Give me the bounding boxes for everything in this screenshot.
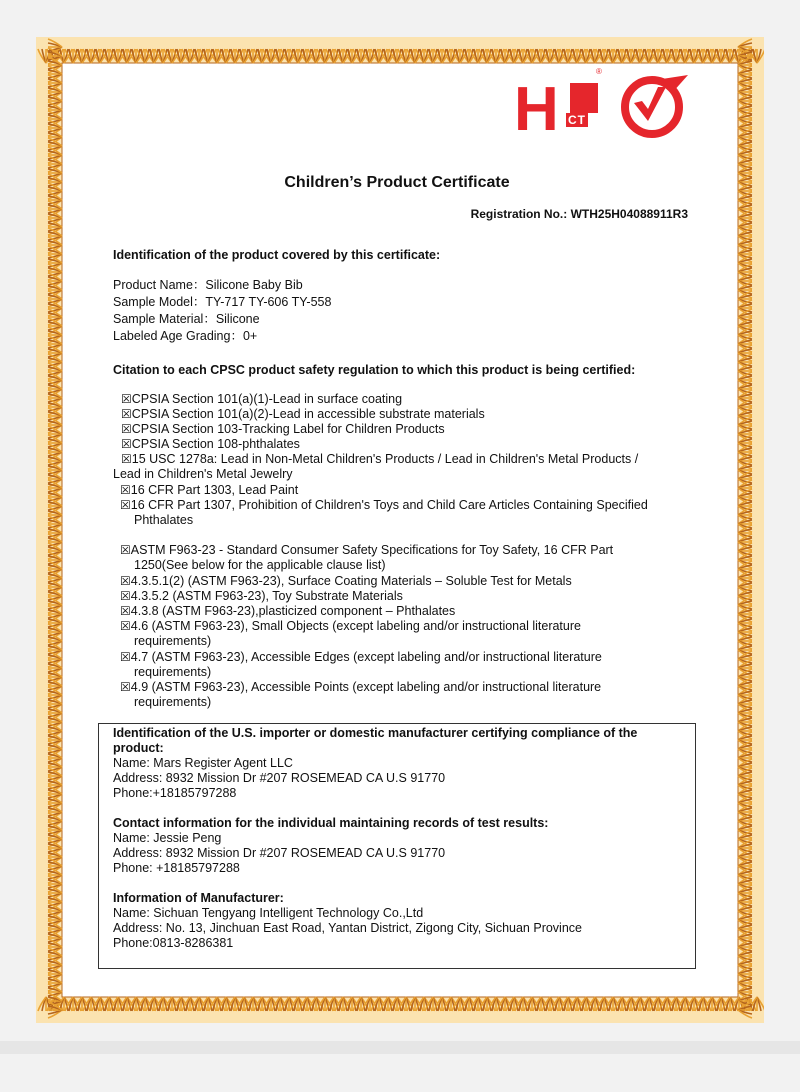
checked-box-icon: ☒ [120,543,131,557]
importer-phone: Phone:+18185797288 [113,786,237,800]
certificate-page [36,37,764,1023]
manufacturer-heading: Information of Manufacturer: [113,891,284,905]
citation-item-continued: Phthalates [134,513,194,527]
citation-item [120,543,613,558]
citation-item [120,498,648,513]
citation-text: CPSIA Section 101(a)(2)-Lead in accessible substrate materials [131,407,485,421]
checked-box-icon: ☒ [120,680,131,694]
citation-text: 16 CFR Part 1307, Prohibition of Children's Toys and Child Care Articles Containing Specified [130,498,648,512]
checked-box-icon: ☒ [120,574,131,588]
citation-item [120,483,298,498]
checked-box-icon: ☒ [120,604,131,618]
citation-item [120,650,602,665]
sample-material: Sample Material：Silicone [113,312,260,326]
citation-item [121,452,638,467]
checked-box-icon: ☒ [121,407,132,421]
hct-logo-ct: CT [568,113,586,127]
citation-item-continued: 1250(See below for the applicable clause list) [134,558,386,572]
citation-text: 15 USC 1278a: Lead in Non-Metal Children's Products / Lead in Children's Metal Products / [131,452,639,466]
checked-box-icon: ☒ [120,589,131,603]
checked-box-icon: ☒ [121,452,132,466]
importer-name: Name: Mars Register Agent LLC [113,756,293,770]
citation-text: CPSIA Section 103-Tracking Label for Children Products [131,422,445,436]
citation-text: 4.7 (ASTM F963-23), Accessible Edges (except labeling and/or instructional literature [130,650,602,664]
citation-text: 4.9 (ASTM F963-23), Accessible Points (except labeling and/or instructional literature [130,680,602,694]
citation-text: CPSIA Section 108-phthalates [131,437,300,451]
manufacturer-name: Name: Sichuan Tengyang Intelligent Technology Co.,Ltd [113,906,424,920]
checked-box-icon: ☒ [121,437,132,451]
importer-heading-cont: product: [113,741,164,755]
hct-logo-h: H [514,75,557,144]
citation-item [121,437,300,452]
citation-item-continued: requirements) [134,665,212,679]
citation-text: CPSIA Section 101(a)(1)-Lead in surface coating [131,392,403,406]
page-title: Children’s Product Certificate [284,174,510,191]
contact-phone: Phone: +18185797288 [113,861,240,875]
certificate-content [36,37,764,1023]
registered-mark: ® [596,67,602,76]
citation-text: 4.6 (ASTM F963-23), Small Objects (except labeling and/or instructional literature [130,619,581,633]
manufacturer-phone: Phone:0813-8286381 [113,936,234,950]
checked-box-icon: ☒ [120,498,131,512]
registration-number: Registration No.: WTH25H04088911R3 [470,207,688,221]
citation-item-continued: requirements) [134,634,212,648]
citation-item-continued: Lead in Children's Metal Jewelry [113,467,293,481]
citation-heading: Citation to each CPSC product safety regulation to which this product is being certified: [113,363,636,377]
citation-item [121,392,402,407]
checked-box-icon: ☒ [121,392,132,406]
citation-text: 4.3.8 (ASTM F963-23),plasticized component – Phthalates [130,604,456,618]
citation-text: 16 CFR Part 1303, Lead Paint [130,483,299,497]
citation-item-continued: requirements) [134,695,212,709]
manufacturer-address: Address: No. 13, Jinchuan East Road, Yantan District, Zigong City, Sichuan Province [113,921,582,935]
contact-heading: Contact information for the individual maintaining records of test results: [113,816,549,830]
check-badge-icon [618,73,690,139]
product-name: Product Name：Silicone Baby Bib [113,278,303,292]
citation-item [121,407,485,422]
age-grading: Labeled Age Grading：0+ [113,329,258,343]
contact-address: Address: 8932 Mission Dr #207 ROSEMEAD CA U.S 91770 [113,846,446,860]
citation-item [120,574,572,589]
citation-item [120,619,581,634]
checked-box-icon: ☒ [121,422,132,436]
citation-item [121,422,445,437]
hct-logo-block [570,83,598,113]
citation-text: 4.3.5.2 (ASTM F963-23), Toy Substrate Materials [130,589,403,603]
citation-text: 4.3.5.1(2) (ASTM F963-23), Surface Coating Materials – Soluble Test for Metals [130,574,572,588]
sample-model: Sample Model：TY-717 TY-606 TY-558 [113,295,332,309]
identification-heading: Identification of the product covered by this certificate: [113,248,441,262]
checked-box-icon: ☒ [120,619,131,633]
checked-box-icon: ☒ [120,650,131,664]
importer-address: Address: 8932 Mission Dr #207 ROSEMEAD CA U.S 91770 [113,771,446,785]
citation-item [120,604,455,619]
importer-heading: Identification of the U.S. importer or domestic manufacturer certifying compliance of the [113,726,638,740]
citation-text: ASTM F963-23 - Standard Consumer Safety Specifications for Toy Safety, 16 CFR Part [130,543,614,557]
contact-name: Name: Jessie Peng [113,831,222,845]
citation-item [120,589,403,604]
checked-box-icon: ☒ [120,483,131,497]
citation-item [120,680,601,695]
viewer-footer-strip [0,1041,800,1054]
